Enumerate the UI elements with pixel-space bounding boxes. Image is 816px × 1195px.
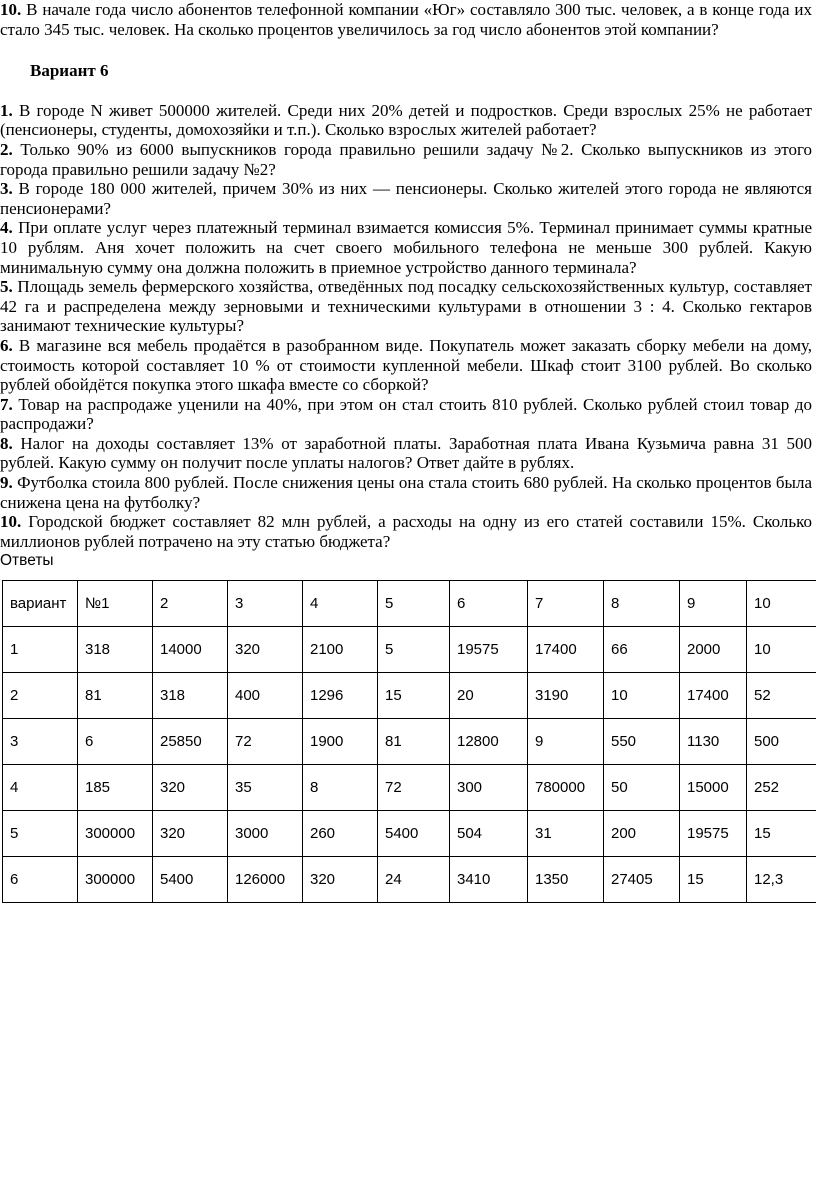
table-cell: 780000	[528, 765, 604, 811]
table-cell: 2	[3, 673, 78, 719]
table-row	[3, 719, 816, 765]
problem-number: 8.	[0, 433, 13, 453]
table-cell: 17400	[680, 673, 747, 719]
table-cell: 50	[604, 765, 680, 811]
table-cell: 185	[78, 765, 153, 811]
table-cell: 318	[153, 673, 228, 719]
table-cell: 9	[528, 719, 604, 765]
table-header-row	[3, 581, 816, 627]
problem-2	[0, 140, 812, 179]
problem-number: 3.	[0, 179, 13, 199]
table-cell: 6	[78, 719, 153, 765]
table-cell: 1350	[528, 857, 604, 903]
table-cell: 252	[747, 765, 816, 811]
table-header-cell: 5	[378, 581, 450, 627]
table-cell: 66	[604, 627, 680, 673]
table-cell: 72	[228, 719, 303, 765]
table-cell: 8	[303, 765, 378, 811]
table-cell: 400	[228, 673, 303, 719]
problem-number: 6.	[0, 335, 13, 355]
problem-text: В городе 180 000 жителей, причем 30% из них — пенсионеры. Сколько жителей этого города не являются пенсионерами?	[0, 179, 812, 218]
problem-text: В начале года число абонентов телефонной компании «Юг» составляло 300 тыс. человек, а в конце года их стало 345 тыс. человек. На сколько процентов увеличилось за год число абонентов этой компании?	[0, 0, 812, 39]
table-cell: 10	[747, 627, 816, 673]
table-row	[3, 627, 816, 673]
table-cell: 25850	[153, 719, 228, 765]
problem-text: Только 90% из 6000 выпускников города правильно решили задачу №2. Сколько выпускников из этого города правильно решили задачу №2?	[0, 139, 812, 179]
table-cell: 550	[604, 719, 680, 765]
table-cell: 320	[153, 811, 228, 857]
table-cell: 81	[78, 673, 153, 719]
table-cell: 320	[153, 765, 228, 811]
table-cell: 35	[228, 765, 303, 811]
problem-top-10	[0, 0, 812, 39]
table-cell: 17400	[528, 627, 604, 673]
table-cell: 126000	[228, 857, 303, 903]
table-cell: 1900	[303, 719, 378, 765]
problem-text: При оплате услуг через платежный терминал взимается комиссия 5%. Терминал принимает суммы кратные 10 рублям. Аня хочет положить на счет своего мобильного телефона не меньше 300 рублей. Какую минимальную сумму она должна положить в приемное устройство данного терминала?	[0, 218, 812, 277]
table-cell: 3190	[528, 673, 604, 719]
table-cell: 1	[3, 627, 78, 673]
table-cell: 10	[604, 673, 680, 719]
table-cell: 3	[3, 719, 78, 765]
table-row	[3, 811, 816, 857]
table-header-cell: 4	[303, 581, 378, 627]
answers-label: Ответы	[0, 552, 54, 569]
table-cell: 19575	[680, 811, 747, 857]
table-cell: 200	[604, 811, 680, 857]
problem-10	[0, 512, 812, 551]
problem-list	[0, 101, 812, 552]
table-cell: 24	[378, 857, 450, 903]
table-cell: 318	[78, 627, 153, 673]
problem-text: Футболка стоила 800 рублей. После снижения цены она стала стоить 680 рублей. На сколько процентов была снижена цена на футболку?	[0, 473, 812, 512]
problem-8	[0, 434, 812, 473]
table-cell: 5	[3, 811, 78, 857]
table-header-cell: 6	[450, 581, 528, 627]
table-cell: 19575	[450, 627, 528, 673]
table-cell: 14000	[153, 627, 228, 673]
problem-1	[0, 101, 812, 140]
problem-text: Городской бюджет составляет 82 млн рублей, а расходы на одну из его статей составили 15%. Сколько миллионов рублей потрачено на эту статью бюджета?	[0, 512, 812, 551]
table-cell: 20	[450, 673, 528, 719]
table-cell: 1296	[303, 673, 378, 719]
problem-number: 10.	[0, 512, 22, 532]
table-cell: 27405	[604, 857, 680, 903]
table-header-cell: 3	[228, 581, 303, 627]
table-cell: 3000	[228, 811, 303, 857]
table-cell: 320	[303, 857, 378, 903]
problem-9	[0, 473, 812, 512]
table-cell: 320	[228, 627, 303, 673]
table-cell: 4	[3, 765, 78, 811]
problem-text: В городе N живет 500000 жителей. Среди них 20% детей и подростков. Среди взрослых 25% не работает (пенсионеры, студенты, домохозяйки и т.п.). Сколько взрослых жителей работает?	[0, 100, 812, 140]
problem-number: 1.	[0, 100, 13, 120]
problem-text: Товар на распродаже уценили на 40%, при этом он стал стоить 810 рублей. Сколько рублей стоил товар до распродажи?	[0, 394, 812, 434]
problem-number: 10.	[0, 0, 22, 19]
problem-6	[0, 336, 812, 395]
problem-number: 2.	[0, 139, 13, 159]
table-cell: 15000	[680, 765, 747, 811]
table-cell: 500	[747, 719, 816, 765]
table-row	[3, 857, 816, 903]
table-row	[3, 673, 816, 719]
table-cell: 52	[747, 673, 816, 719]
problem-text: Площадь земель фермерского хозяйства, отведённых под посадку сельскохозяйственных культур, составляет 42 га и распределена между зерновыми и техническими культурами в отношении 3 : 4. Сколько гектаров занимают технические культуры?	[0, 277, 812, 336]
table-header-cell: 7	[528, 581, 604, 627]
table-cell: 504	[450, 811, 528, 857]
table-cell: 300000	[78, 857, 153, 903]
table-cell: 81	[378, 719, 450, 765]
table-cell: 31	[528, 811, 604, 857]
variant-heading: Вариант 6	[30, 61, 109, 81]
table-cell: 12800	[450, 719, 528, 765]
table-cell: 2100	[303, 627, 378, 673]
table-header-cell: 8	[604, 581, 680, 627]
table-cell: 260	[303, 811, 378, 857]
answers-table-body	[3, 581, 816, 903]
table-cell: 3410	[450, 857, 528, 903]
problem-text: В магазине вся мебель продаётся в разобранном виде. Покупатель может заказать сборку мебели на дому, стоимость которой составляет 10 % от стоимости купленной мебели. Шкаф стоит 3100 рублей. Во сколько рублей обойдётся покупка этого шкафа вместе со сборкой?	[0, 335, 812, 395]
table-header-cell: 2	[153, 581, 228, 627]
problem-5	[0, 277, 812, 336]
table-cell: 5400	[153, 857, 228, 903]
problem-number: 9.	[0, 473, 13, 493]
table-cell: 12,3	[747, 857, 816, 903]
table-header-cell: 10	[747, 581, 816, 627]
table-header-cell: вариант	[3, 581, 78, 627]
table-cell: 5	[378, 627, 450, 673]
table-cell: 15	[680, 857, 747, 903]
table-cell: 1130	[680, 719, 747, 765]
problem-7	[0, 395, 812, 434]
table-cell: 15	[747, 811, 816, 857]
problem-number: 7.	[0, 394, 13, 414]
table-cell: 5400	[378, 811, 450, 857]
table-cell: 300	[450, 765, 528, 811]
table-header-cell: №1	[78, 581, 153, 627]
table-cell: 6	[3, 857, 78, 903]
problem-text: Налог на доходы составляет 13% от заработной платы. Заработная плата Ивана Кузьмича равна 31 500 рублей. Какую сумму он получит после уплаты налогов? Ответ дайте в рублях.	[0, 433, 812, 473]
problem-number: 5.	[0, 277, 13, 297]
table-cell: 2000	[680, 627, 747, 673]
problem-number: 4.	[0, 218, 13, 238]
table-row	[3, 765, 816, 811]
table-header-cell: 9	[680, 581, 747, 627]
problem-4	[0, 218, 812, 277]
table-cell: 15	[378, 673, 450, 719]
problems-section	[0, 0, 812, 551]
table-cell: 300000	[78, 811, 153, 857]
answers-table	[2, 580, 816, 903]
problem-3	[0, 179, 812, 218]
table-cell: 72	[378, 765, 450, 811]
